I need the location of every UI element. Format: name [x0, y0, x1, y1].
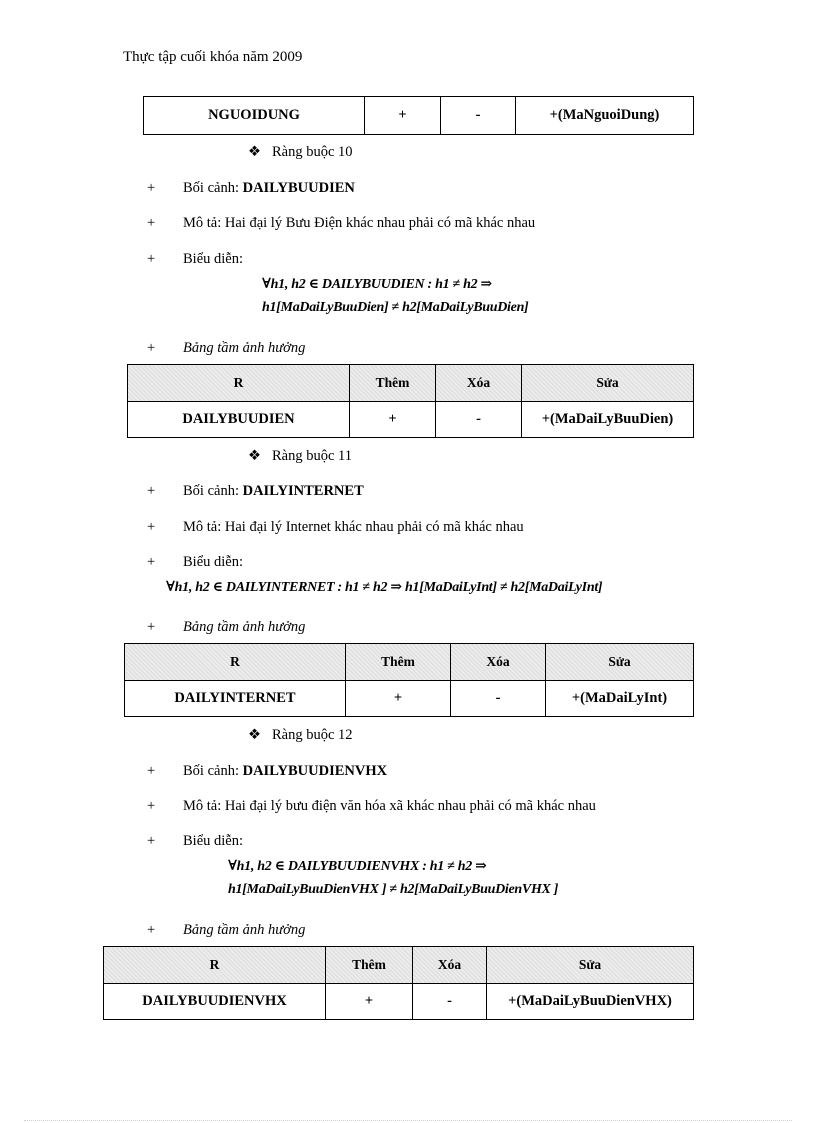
constraint-title: Ràng buộc 11	[272, 448, 353, 464]
table-cell-add: +	[365, 97, 441, 135]
header-delete: Xóa	[451, 644, 546, 681]
table-cell-r: DAILYBUUDIENVHX	[104, 984, 326, 1020]
context-line	[183, 763, 387, 780]
header-delete: Xóa	[436, 365, 522, 402]
context-line	[183, 180, 355, 197]
header-r: R	[104, 947, 326, 984]
context-label: Bối cảnh:	[183, 483, 239, 499]
description-label: Mô tả:	[183, 519, 222, 535]
header-r: R	[125, 644, 346, 681]
description-line	[183, 215, 535, 232]
context-label: Bối cảnh:	[183, 763, 239, 779]
page-header: Thực tập cuối khóa năm 2009	[123, 49, 303, 65]
influence-table-nguoidung	[143, 96, 694, 135]
influence-table-dailybuudienvhx	[103, 946, 694, 1020]
plus-bullet: +	[147, 180, 156, 196]
representation-label: Biểu diễn:	[183, 554, 244, 570]
table-cell-add: +	[326, 984, 413, 1020]
table-cell-delete: -	[451, 681, 546, 717]
table-row	[125, 681, 694, 717]
table-cell-r: NGUOIDUNG	[144, 97, 365, 135]
table-cell-delete: -	[436, 402, 522, 438]
table-cell-edit: +(MaDaiLyInt)	[546, 681, 694, 717]
formula-line-1: ∀h1, h2 ∈ DAILYBUUDIENVHX : h1 ≠ h2 ⇒	[228, 859, 487, 874]
formula-line-1: ∀h1, h2 ∈ DAILYBUUDIEN : h1 ≠ h2 ⇒	[262, 277, 492, 292]
description-label: Mô tả:	[183, 215, 222, 231]
influence-table-dailyinternet	[124, 643, 694, 717]
table-cell-edit: +(MaNguoiDung)	[516, 97, 694, 135]
plus-bullet: +	[147, 483, 156, 499]
formula-line-1: ∀h1, h2 ∈ DAILYINTERNET : h1 ≠ h2 ⇒ h1[MaDaiLyInt] ≠ h2[MaDaiLyInt]	[166, 580, 603, 595]
page-bottom-divider	[24, 1120, 792, 1121]
influence-label: Bảng tầm ảnh hưởng	[183, 340, 306, 356]
constraint-title: Ràng buộc 12	[272, 727, 353, 743]
diamond-bullet-icon: ❖	[248, 727, 261, 743]
plus-bullet: +	[147, 251, 156, 267]
formula-line-2: h1[MaDaiLyBuuDienVHX ] ≠ h2[MaDaiLyBuuDienVHX ]	[228, 882, 559, 897]
context-value: DAILYINTERNET	[242, 483, 364, 499]
influence-label: Bảng tầm ảnh hưởng	[183, 922, 306, 938]
header-edit: Sửa	[522, 365, 694, 402]
influence-table-dailybuudien	[127, 364, 694, 438]
description-label: Mô tả:	[183, 798, 222, 814]
plus-bullet: +	[147, 833, 156, 849]
description-value: Hai đại lý bưu điện văn hóa xã khác nhau phải có mã khác nhau	[224, 798, 596, 814]
table-cell-delete: -	[441, 97, 516, 135]
diamond-bullet-icon: ❖	[248, 144, 261, 160]
constraint-title: Ràng buộc 10	[272, 144, 353, 160]
header-edit: Sửa	[487, 947, 694, 984]
header-add: Thêm	[350, 365, 436, 402]
table-header-row	[128, 365, 694, 402]
influence-label: Bảng tầm ảnh hưởng	[183, 619, 306, 635]
table-cell-add: +	[350, 402, 436, 438]
description-value: Hai đại lý Bưu Điện khác nhau phải có mã khác nhau	[224, 215, 536, 231]
table-cell-r: DAILYINTERNET	[125, 681, 346, 717]
description-line	[183, 798, 596, 815]
plus-bullet: +	[147, 798, 156, 814]
table-cell-r: DAILYBUUDIEN	[128, 402, 350, 438]
table-row	[104, 984, 694, 1020]
table-header-row	[104, 947, 694, 984]
plus-bullet: +	[147, 519, 156, 535]
plus-bullet: +	[147, 763, 156, 779]
context-value: DAILYBUUDIEN	[242, 180, 355, 196]
diamond-bullet-icon: ❖	[248, 448, 261, 464]
representation-label: Biểu diễn:	[183, 251, 244, 267]
plus-bullet: +	[147, 922, 156, 938]
header-edit: Sửa	[546, 644, 694, 681]
plus-bullet: +	[147, 340, 156, 356]
context-line	[183, 483, 364, 500]
table-cell-edit: +(MaDaiLyBuuDienVHX)	[487, 984, 694, 1020]
header-r: R	[128, 365, 350, 402]
table-cell-add: +	[346, 681, 451, 717]
table-header-row	[125, 644, 694, 681]
header-delete: Xóa	[413, 947, 487, 984]
table-cell-delete: -	[413, 984, 487, 1020]
formula-line-2: h1[MaDaiLyBuuDien] ≠ h2[MaDaiLyBuuDien]	[262, 300, 529, 315]
header-add: Thêm	[346, 644, 451, 681]
header-add: Thêm	[326, 947, 413, 984]
plus-bullet: +	[147, 619, 156, 635]
context-value: DAILYBUUDIENVHX	[242, 763, 388, 779]
table-row	[128, 402, 694, 438]
context-label: Bối cảnh:	[183, 180, 239, 196]
description-value: Hai đại lý Internet khác nhau phải có mã khác nhau	[224, 519, 524, 535]
description-line	[183, 519, 524, 536]
table-cell-edit: +(MaDaiLyBuuDien)	[522, 402, 694, 438]
plus-bullet: +	[147, 215, 156, 231]
representation-label: Biểu diễn:	[183, 833, 244, 849]
table-row	[144, 97, 694, 135]
plus-bullet: +	[147, 554, 156, 570]
